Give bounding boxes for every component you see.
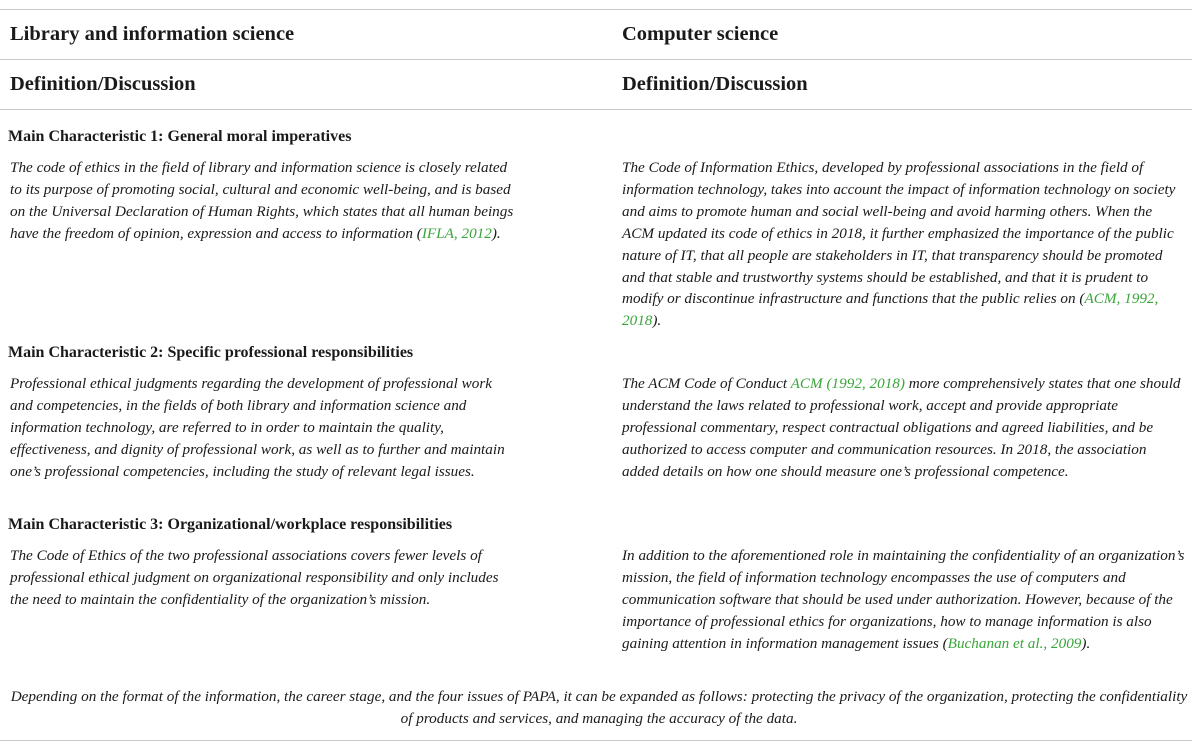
text-body: The code of ethics in the field of library and information science is closely related to its purpose of promoting social, cultural and economic well-being, and is based on the Universal Declaration of Human Rights, which states that all human beings have the freedom of opinion, expression and access to information ( (10, 159, 514, 242)
text-body: more comprehensively states that one should understand the laws related to professional work, accept and provide appropriate professional commentary, respect contractual obligations and agreed liabilities, and be authorized to access computer and communication resources. In 2018, the association added details on how one should measure one’s professional competence. (622, 375, 1181, 480)
text-tail: ). (491, 224, 501, 242)
section-2-right-text (622, 373, 1187, 483)
section-title-2: Main Characteristic 2: Specific professional responsibilities (8, 344, 414, 361)
section-1-right-text (622, 157, 1187, 332)
section-2-left-text: Professional ethical judgments regarding the development of professional work and competencies, in the fields of both library and information science and information technology, are referred to in order to maintain the quality, effectiveness, and dignity of professional work, as well as to further and maintain one’s professional competencies, including the study of relevant legal issues. (10, 375, 505, 480)
subheader-left: Definition/Discussion (10, 73, 196, 95)
section-1-left-text (10, 157, 515, 245)
section-3-left-text: The Code of Ethics of the two professional associations covers fewer levels of professional ethical judgment on organizational responsibility and only includes the need to maintain the confidentiality of the organization’s mission. (10, 547, 499, 608)
text-tail: ). (1081, 634, 1091, 652)
header-bottom-rule (0, 109, 1192, 110)
header-divider (0, 59, 1192, 60)
citation-link[interactable]: IFLA, 2012 (421, 224, 492, 242)
text-tail: ). (652, 312, 662, 330)
subheader-right: Definition/Discussion (622, 73, 808, 95)
top-rule (0, 9, 1192, 10)
column-header-computer-science: Computer science (622, 23, 779, 45)
section-title-1: Main Characteristic 1: General moral imperatives (8, 128, 352, 145)
section-3-right-text (622, 545, 1187, 655)
text-body: The Code of Information Ethics, developed by professional associations in the field of information technology, takes into account the impact of information technology on society and aims to promote human and social well-being and avoid harming others. When the ACM updated its code of ethics in 2018, it further emphasized the importance of the public nature of IT, that all people are stakeholders in IT, that transparency should be promoted and that stable and trustworthy systems should be established, and that it is prudent to modify or discontinue infrastructure and functions that the public relies on ( (622, 159, 1176, 308)
citation-link[interactable]: Buchanan et al., 2009 (947, 634, 1082, 652)
column-header-library: Library and information science (10, 23, 295, 45)
table-footnote: Depending on the format of the information, the career stage, and the four issues of PAPA, it can be expanded as follows: protecting the privacy of the organization, protecting the confidentiality of products and services, and managing the accuracy of the data. (10, 688, 1188, 727)
citation-link[interactable]: ACM, 1992, 2018 (622, 290, 1159, 330)
citation-link[interactable]: ACM (1992, 2018) (790, 375, 905, 392)
text-body: In addition to the aforementioned role in maintaining the confidentiality of an organization’s mission, the field of information technology encompasses the use of computers and communication software that should be used under authorization. However, because of the importance of professional ethics for organizations, how to manage information is also gaining attention in information management issues ( (622, 547, 1185, 652)
bottom-rule (0, 740, 1192, 741)
section-title-3: Main Characteristic 3: Organizational/workplace responsibilities (8, 516, 453, 533)
text-lead: The ACM Code of Conduct (622, 375, 791, 392)
